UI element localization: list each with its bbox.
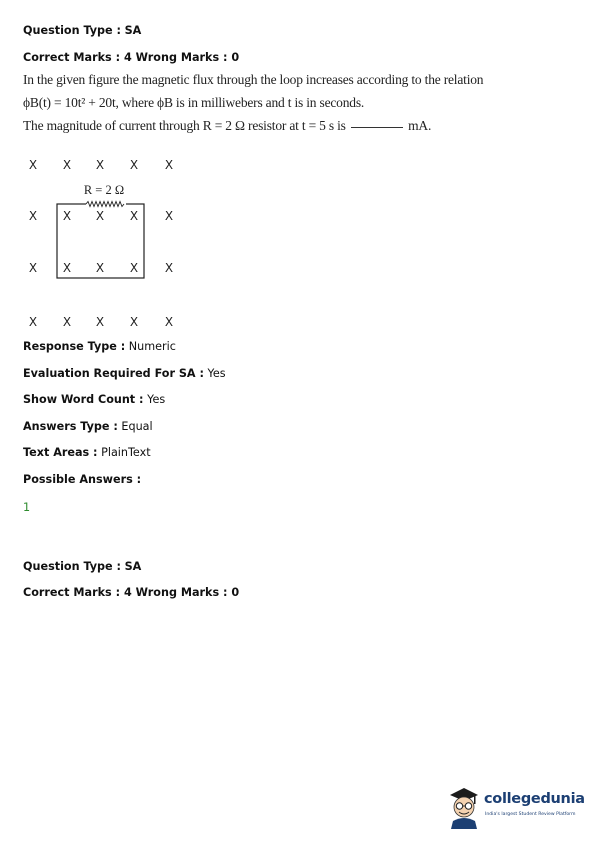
possible-answers-label: Possible Answers :	[23, 473, 142, 486]
field-cross: X	[129, 158, 139, 172]
field-cross: X	[164, 315, 174, 329]
logo-tagline: India's largest Student Review Platform	[485, 812, 576, 817]
response-type-line	[23, 340, 176, 353]
text-areas-label: Text Areas :	[23, 446, 98, 459]
possible-answer-value: 1	[23, 501, 31, 514]
field-cross: X	[164, 261, 174, 275]
question-type-value-2: SA	[124, 560, 142, 573]
field-cross: X	[95, 315, 105, 329]
resistor-label: R = 2 Ω	[83, 183, 125, 197]
question-type-line-2	[23, 560, 141, 573]
evaluation-label: Evaluation Required For SA :	[23, 367, 204, 380]
field-cross: X	[62, 209, 72, 223]
marks-text-2: Correct Marks : 4 Wrong Marks : 0	[23, 586, 240, 599]
field-cross: X	[62, 315, 72, 329]
field-cross: X	[28, 261, 38, 275]
field-cross: X	[28, 209, 38, 223]
question-type-label: Question Type :	[23, 24, 122, 37]
field-cross: X	[62, 261, 72, 275]
question-type-label-2: Question Type :	[23, 560, 122, 573]
question-text-line-1: In the given figure the magnetic flux through the loop increases according to the relation	[23, 72, 484, 87]
field-cross: X	[164, 158, 174, 172]
evaluation-line	[23, 367, 226, 380]
field-cross: X	[95, 158, 105, 172]
possible-answers-line	[23, 473, 141, 486]
question-text-line-3	[23, 118, 431, 134]
text-areas-value: PlainText	[101, 446, 151, 459]
question-type-value: SA	[124, 24, 142, 37]
field-cross: X	[28, 315, 38, 329]
answers-type-value: Equal	[121, 420, 153, 433]
word-count-line	[23, 393, 165, 406]
evaluation-value: Yes	[207, 367, 226, 380]
collegedunia-logo	[444, 785, 589, 830]
text-areas-line	[23, 446, 151, 459]
field-cross: X	[95, 209, 105, 223]
mascot-icon	[444, 785, 484, 830]
question-text-part-a: The magnitude of current through R = 2 Ω resistor at t = 5 s is	[23, 118, 346, 133]
question-type-line	[23, 24, 141, 37]
marks-text: Correct Marks : 4 Wrong Marks : 0	[23, 51, 240, 64]
field-cross: X	[129, 261, 139, 275]
magnetic-field-figure	[20, 150, 200, 335]
answers-type-label: Answers Type :	[23, 420, 118, 433]
answer-blank	[351, 126, 403, 128]
marks-line	[23, 51, 239, 64]
word-count-value: Yes	[147, 393, 166, 406]
response-type-value: Numeric	[128, 340, 176, 353]
field-cross: X	[129, 209, 139, 223]
field-cross: X	[129, 315, 139, 329]
question-text-line-2: ϕB(t) = 10t² + 20t, where ϕB is in milliwebers and t is in seconds.	[23, 95, 365, 110]
field-cross: X	[164, 209, 174, 223]
field-cross: X	[62, 158, 72, 172]
answers-type-line	[23, 420, 153, 433]
word-count-label: Show Word Count :	[23, 393, 144, 406]
question-text-part-b: mA.	[408, 118, 432, 133]
logo-name: collegedunia	[484, 791, 585, 807]
marks-line-2	[23, 586, 239, 599]
response-type-label: Response Type :	[23, 340, 126, 353]
field-cross: X	[95, 261, 105, 275]
field-cross: X	[28, 158, 38, 172]
